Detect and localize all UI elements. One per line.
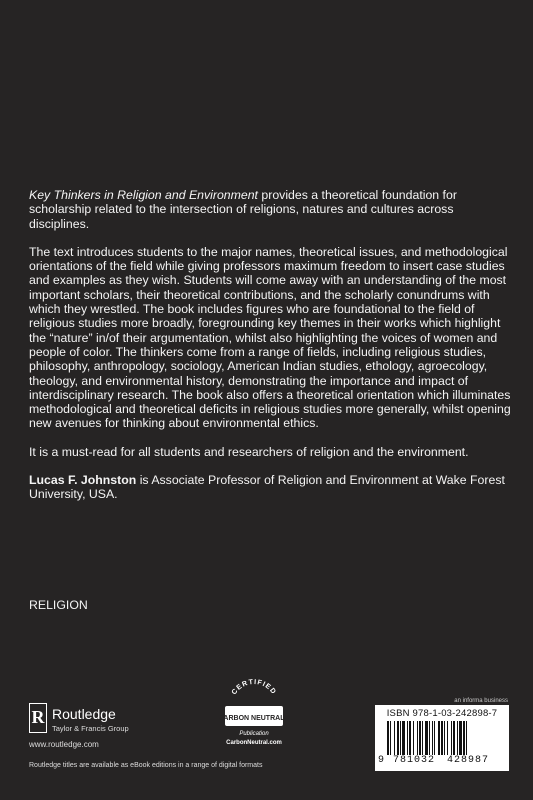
barcode-bars <box>387 721 497 755</box>
subject-category: RELIGION <box>29 598 88 612</box>
informa-tagline: an informa business <box>454 698 508 704</box>
book-title-italic: Key Thinkers in Religion and Environment <box>29 188 258 202</box>
publisher-logo <box>29 703 169 749</box>
publisher-group: Taylor & Francis Group <box>52 724 129 733</box>
barcode-digits-right: 428987 <box>447 755 490 766</box>
barcode-digit-first: 9 <box>378 755 385 766</box>
carbon-neutral-badge <box>218 676 290 754</box>
author-bio-text: is Associate Professor of Religion and Environment at Wake Forest University, USA. <box>29 473 505 502</box>
barcode-digits-left: 781032 <box>393 755 436 766</box>
ebook-footnote: Routledge titles are available as eBook editions in a range of digital formats <box>29 762 263 769</box>
author-name: Lucas F. Johnston <box>29 473 137 488</box>
carbon-top-text: CERTIFIED <box>230 678 278 697</box>
author-bio <box>29 473 511 502</box>
intro-paragraph <box>29 188 511 231</box>
carbon-main-text: CARBON NEUTRAL® <box>218 715 290 722</box>
back-cover-description <box>29 188 511 516</box>
intro-text: provides a theoretical foundation for scholarship related to the intersection of religions, natures and cultures across disciplines. <box>29 188 457 231</box>
body-paragraph: The text introduces students to the major names, theoretical issues, and methodological orientations of the field while giving professors maximum freedom to insert case studies and examples as they wish. Students will come away with an understanding of the most important scholars, their theoretical contributions, and the scholarly conundrums with which they wrestled. The book includes figures who are foundational to the field of religious studies more broadly, foregrounding key themes in their works which highlight the “nature” in/of their argumentation, whilst also highlighting the voices of women and people of color. The thinkers come from a range of fields, including religious studies, philosophy, anthropology, sociology, American Indian studies, ethology, agroecology, theology, and environmental history, demonstrating the importance and impact of interdisciplinary research. The book also offers a theoretical orientation which illuminates methodological and theoretical deficits in religious studies more generally, whilst opening new avenues for thinking about environmental ethics. <box>29 244 511 431</box>
carbon-label-publication: Publication <box>239 731 269 737</box>
isbn-number: ISBN 978-1-03-242898-7 <box>386 708 498 719</box>
routledge-r-icon: R <box>29 703 47 733</box>
publisher-url: www.routledge.com <box>29 740 99 749</box>
publisher-name: Routledge <box>52 706 116 722</box>
svg-text:CERTIFIED <box>231 679 278 696</box>
must-read-paragraph: It is a must-read for all students and researchers of religion and the environment. <box>29 444 469 459</box>
carbon-neutral-icon <box>218 676 290 732</box>
isbn-barcode <box>375 705 509 771</box>
carbon-label-site: CarbonNeutral.com <box>226 740 282 746</box>
